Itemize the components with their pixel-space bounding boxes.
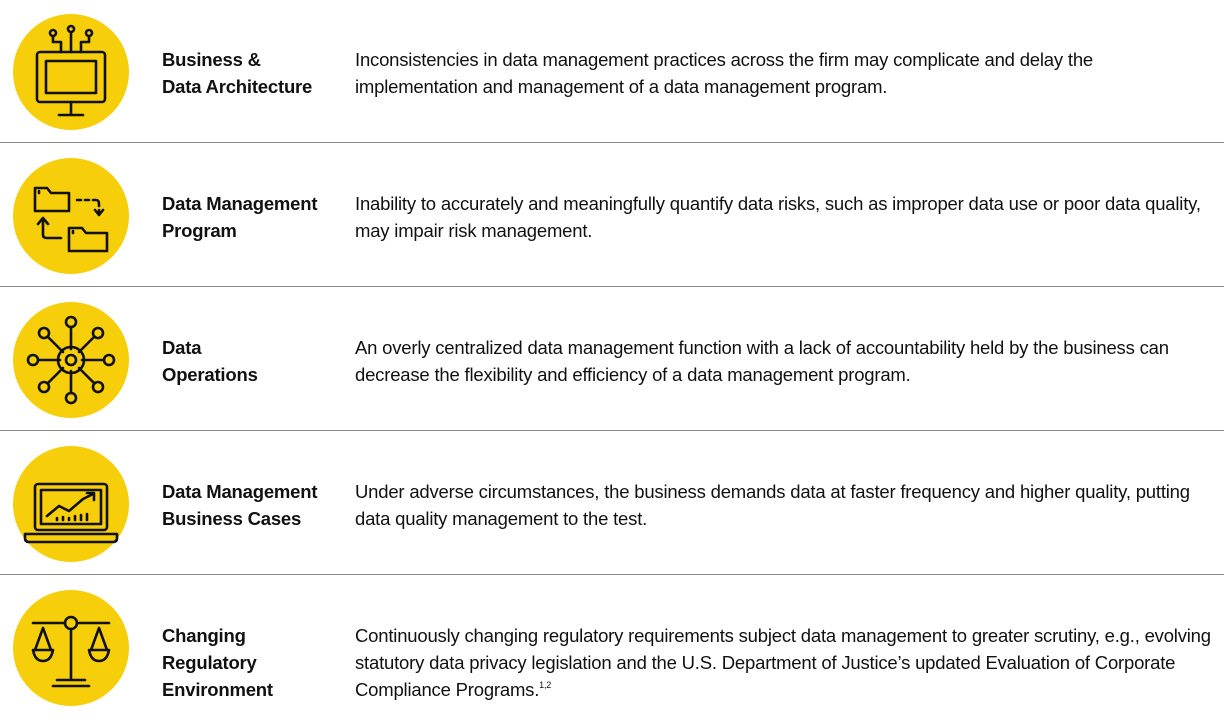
risk-row-data-operations <box>0 288 1224 431</box>
row-title: Data Management Program <box>162 193 318 241</box>
row-description: Inability to accurately and meaningfully quantify data risks, such as improper data use or poor data quality, may impair risk management. <box>355 193 1201 241</box>
row-description: Inconsistencies in data management practices across the firm may complicate and delay the implementation and management of a data management program. <box>355 49 1093 97</box>
row-divider <box>0 574 1224 575</box>
row-divider <box>0 430 1224 431</box>
risk-row-data-management-business-cases <box>0 432 1224 575</box>
row-title: Data Operations <box>162 337 258 385</box>
row-title: Business & Data Architecture <box>162 49 313 97</box>
monitor-circuit-icon <box>13 14 129 130</box>
risk-row-changing-regulatory-environment <box>0 576 1224 720</box>
row-description: Under adverse circumstances, the business demands data at faster frequency and higher quality, putting data quality management to the test. <box>355 481 1190 529</box>
row-title: Data Management Business Cases <box>162 481 318 529</box>
gear-network-icon <box>13 302 129 418</box>
row-divider <box>0 286 1224 287</box>
row-description-text: Continuously changing regulatory requirements subject data management to greater scrutiny, e.g., evolving statutory data privacy legislation and the U.S. Department of Justice’s updated Evaluation of Corporate Compliance Programs. <box>355 625 1211 700</box>
footnote-reference[interactable]: 1,2 <box>539 680 552 690</box>
risk-row-business-data-architecture <box>0 0 1224 143</box>
laptop-chart-icon <box>13 446 129 562</box>
row-description <box>355 622 1217 703</box>
row-title: Changing Regulatory Environment <box>162 625 273 700</box>
row-description: An overly centralized data management function with a lack of accountability held by the business can decrease the flexibility and efficiency of a data management program. <box>355 337 1169 385</box>
risk-row-data-management-program <box>0 144 1224 287</box>
folder-transfer-icon <box>13 158 129 274</box>
balance-scale-icon <box>13 590 129 706</box>
row-divider <box>0 142 1224 143</box>
